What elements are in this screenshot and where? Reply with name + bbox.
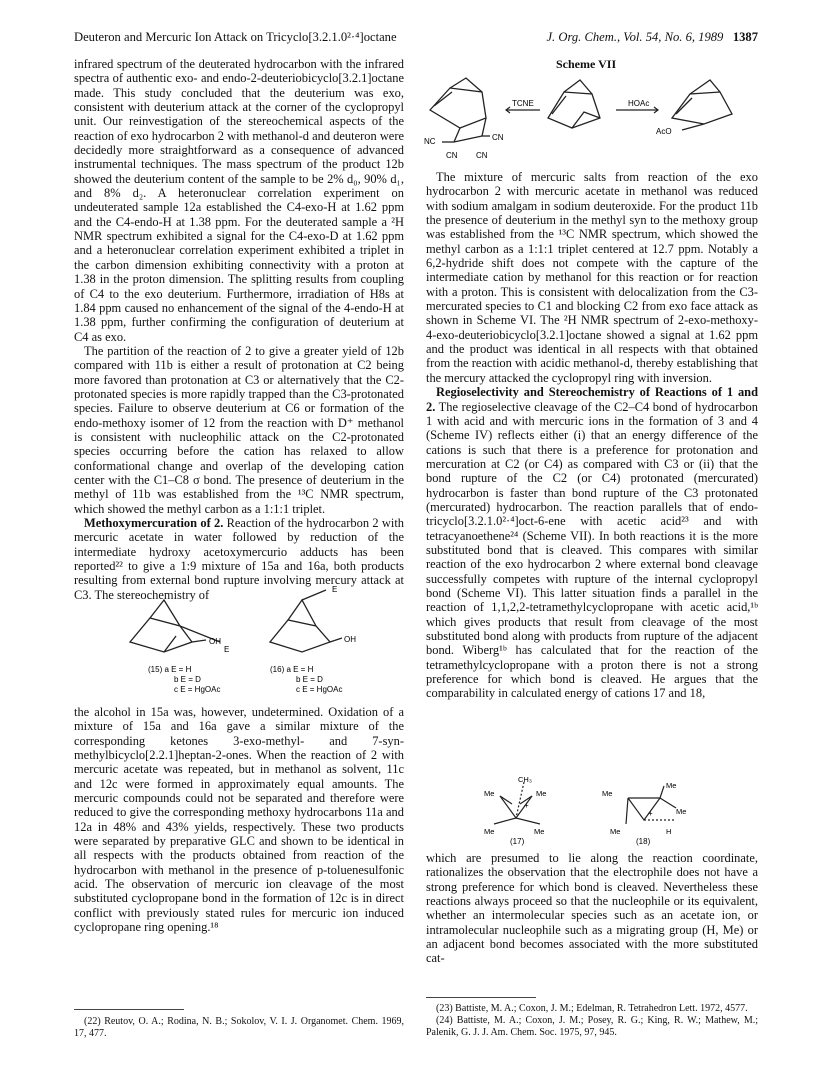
- label-15a: (15) a E = H: [148, 665, 192, 674]
- me-label-18a: Me: [602, 789, 613, 798]
- running-header: [74, 30, 758, 46]
- endo-tricyclooctene-drawing: [548, 80, 600, 128]
- right-column: [426, 170, 758, 701]
- right-paragraph-3: which are presumed to lie along the reaction coordinate, rationalizes the observation that the electrophile does not have a strong preference for which bond is cleaved. Nevertheless these reactions always proceed so that the nucleophile or its equivalent, whether an intermolecular species such as an acetate ion, or intramolecular nucleophile such as a migrating group (H, Me) or an adjacent bond becomes associated with the more substituted cat-: [426, 851, 758, 966]
- header-title: Deuteron and Mercuric Ion Attack on Tricyclo[3.2.1.0²·⁴]octane: [74, 30, 397, 44]
- acetate-product-drawing: [672, 80, 732, 130]
- e-label-16: E: [332, 585, 338, 594]
- oh-label-16: OH: [344, 635, 356, 644]
- footnote-22: [74, 1016, 404, 1040]
- left-paragraph-4: the alcohol in 15a was, however, undetermined. Oxidation of a mixture of 15a and 16a gave a similar mixture of the corresponding ketones 3-exo-methyl- and 7-syn-methylbicyclo[2.2.1]heptan-2-ones. When the reaction of 2 with mercuric acetate was repeated, but in methanol as solvent, 11c and 12c were formed in approximately equal amounts. The mercuric compounds could not be separated and therefore were reduced to give the corresponding methoxy hydrocarbons 11a and 12a in 48% and 43% yields, respectively. These two products were separated by preparative GLC and shown to be identical in all respects with the products obtained from reaction of the hydrocarbon with methanol in the presence of p-toluenesulfonic acid. The observation of mercuric ion cleavage of the most substituted cyclopropane bond in the formation of 12c is in direct conflict with previously stated rules for mercuric ion induced cyclopropane ring opening.¹⁸: [74, 705, 404, 935]
- left-column: [74, 57, 404, 602]
- header-journal: J. Org. Chem., Vol. 54, No. 6, 1989: [546, 30, 724, 44]
- structures-17-18: [470, 774, 720, 846]
- e-label-15: E: [224, 645, 230, 654]
- footnote-rule-left: [74, 1009, 184, 1010]
- me-label-18b: Me: [666, 781, 677, 790]
- cn-label-2: CN: [446, 151, 458, 160]
- me-label-17b: Me: [536, 789, 547, 798]
- tcne-label: TCNE: [512, 99, 534, 108]
- nc-label: NC: [424, 137, 436, 146]
- me-label-18d: Me: [610, 827, 621, 836]
- label-15b: b E = D: [174, 675, 201, 684]
- aco-label: AcO: [656, 127, 672, 136]
- me-label-17a: Me: [484, 789, 495, 798]
- left-column-continued: [74, 705, 404, 935]
- ch3-label: CH₃: [518, 775, 532, 784]
- scheme-7: [420, 74, 760, 166]
- header-citation: [546, 30, 758, 45]
- scheme-7-title: Scheme VII: [556, 57, 617, 71]
- label-16a: (16) a E = H: [270, 665, 314, 674]
- structure-18-drawing: [626, 786, 676, 824]
- section-heading-methoxymercuration: Methoxymercuration of 2.: [84, 516, 224, 530]
- label-15c: c E = HgOAc: [174, 685, 221, 694]
- label-16c: c E = HgOAc: [296, 685, 343, 694]
- cn-label-3: CN: [476, 151, 488, 160]
- left-paragraph-3-text: Reaction of the hydrocarbon 2 with mercuric acetate in water followed by reduction of the intermediate hydroxy acetoxymercurio adducts has been reported²² to give a 1:9 mixture of 15a and 16a, both products resulting from external bond rupture involving mercury attack at C3. The stereochemistry of: [74, 516, 404, 602]
- footnote-23: (23) Battiste, M. A.; Coxon, J. M.; Edelman, R. Tetrahedron Lett. 1972, 4577.: [436, 1003, 748, 1014]
- footnotes-right: [426, 1003, 758, 1039]
- h-label-18: H: [666, 827, 672, 836]
- section-heading-regioselectivity: Regioselectivity and Stereochemistry of Reactions of 1 and 2.: [426, 385, 758, 414]
- me-label-17c: Me: [484, 827, 495, 836]
- footnote-rule-right: [426, 997, 536, 998]
- right-paragraph-1: The mixture of mercuric salts from reaction of the exo hydrocarbon 2 with mercuric acetate in methanol was reduced with sodium amalgam in sodium deuteroxide. For the product 11b the presence of deuterium in the methyl syn to the methoxy group was established from the ¹³C NMR spectrum, which showed the methyl carbon as a 1:1:1 triplet centered at 12.7 ppm. Notably a 6,2-hydride shift does not compete with the capture of the intermediate cation by methanol for this reaction or for reaction with a proton. This is consistent with delocalization from the C3-mercurated species to C1 and blocking C2 from exo face attack as shown in Scheme VI. The ²H NMR spectrum of 2-exo-methoxy-4-exo-deuteriobicyclo[3.2.1]octane showed a signal at 1.62 ppm and the product was identical in all respects with that obtained from the reaction with acidic methanol-d, thereby establishing that the mercury attacked the cyclopropyl ring with inversion.: [426, 170, 758, 385]
- structure-16-drawing: [270, 590, 342, 652]
- hoac-label: HOAc: [628, 99, 650, 108]
- right-paragraph-2: [426, 385, 758, 701]
- left-paragraph-1: infrared spectrum of the deuterated hydrocarbon with the infrared spectra of authentic exo- and endo-2-deuteriobicyclo[3.2.1]octane made. This study concluded that the deuterium was exo, consistent with deuterium attack at the corner of the cyclopropyl unit. Our reinvestigation of the stereochemical aspects of the reaction of exo hydrocarbon 2 with methanol-d and deuteron were decidedly more straightforward as a consequence of advanced instrumental techniques. The mass spectrum of the product 12b showed the deuterium content of the sample to be 2% d₀, 90% d₁, and 8% d₂. A heteronuclear correlation experiment on undeuterated sample 12a established the C4-exo-H at 1.62 ppm and the C4-endo-H at 1.38 ppm. For the deuterated sample a ²H NMR spectrum exhibited a signal for the C4-exo-D at 1.62 ppm and a heteronuclear correlation experiment exhibited a triplet in the carbon dimension exhibiting connectivity with a proton at 1.38 in the proton dimension. The splitting results from coupling of C4 to the exo deuterium. Furthermore, irradiation of H8s at 1.84 ppm caused no enhancement of the signal of the 4-endo-H at 1.38 ppm, further confirming the configuration of deuterium at C4 as exo.: [74, 57, 404, 344]
- header-page: 1387: [732, 30, 758, 44]
- label-17: (17): [510, 837, 525, 846]
- plus-17: +: [524, 801, 529, 810]
- plus-18: +: [648, 809, 653, 818]
- label-18: (18): [636, 837, 651, 846]
- right-paragraph-2-text: The regioselective cleavage of the C2–C4 bond of hydrocarbon 1 with acid and with mercuric ions in the formation of 3 and 4 (Scheme IV) reflects either (i) that an energy difference of the cations is such that there is a preference for protonation and mercuration at C2 (or C4) as compared with C3 or (ii) that the bond rupture of the C2 (or C4) protonated (mercurated) hydrocarbon is faster than bond rupture of the C3 protonated (mercurated) hydrocarbon. The reaction parallels that of endo-tricyclo[3.2.1.0²·⁴]oct-6-ene with acetic acid²³ and with tetracyanoethene²⁴ (Scheme VII). In both reactions it is the more substituted bond that is cleaved. This compares with similar reaction of the exo hydrocarbon 2 where external bond cleavage successfully competes with rupture of the internal cyclopropyl bond (Scheme VI). This latter situation finds a parallel in the reaction of 1,1,2,2-tetramethylcyclopropane with acetic acid,¹ᵇ which gives products that result from cleavage of the most substituted bond along with products from rupture of the adjacent bond. Wiberg¹ᵇ has calculated that for the reaction of the tetramethylcyclopropane with a proton there is not a strong preference for which bond is cleaved. He argues that the comparability in calculated energy of cations 17 and 18,: [426, 399, 758, 701]
- left-paragraph-2: The partition of the reaction of 2 to give a greater yield of 12b compared with 11b is either a result of protonation at C2 being more favored than protonation at C3 or alternatively that the C2-protonated species is more rapidly trapped than the C3-protonated species. Failure to observe deuterium at C6 or formation of the endo-methoxy isomer of 12 from the reaction with D⁺ methanol is consistent with nucleophilic attack on the C2-protonated species occurring before the cation has relaxed to allow conformational change and overlap of the developing cation center with the C1–C8 σ bond. The presence of deuterium in the methyl of 11b was established from the ¹³C NMR spectrum, which showed the methyl carbon as a 1:1:1 triplet.: [74, 343, 404, 516]
- oh-label-15: OH: [209, 637, 221, 646]
- footnote-24: (24) Battiste, M. A.; Coxon, J. M.; Posey, R. G.; King, R. W.; Mathew, M.; Palenik, G. J. J. Am. Chem. Soc. 1975, 97, 945.: [426, 1015, 758, 1038]
- structure-17-drawing: [494, 782, 540, 824]
- me-label-18c: Me: [676, 807, 687, 816]
- tcne-adduct-drawing: [430, 78, 490, 142]
- structures-15-16: [120, 580, 370, 698]
- me-label-17d: Me: [534, 827, 545, 836]
- label-16b: b E = D: [296, 675, 323, 684]
- cn-label-1: CN: [492, 133, 504, 142]
- footnote-22-text: (22) Reutov, O. A.; Rodina, N. B.; Sokolov, V. I. J. Organomet. Chem. 1969, 17, 477.: [74, 1016, 404, 1039]
- structure-15-drawing: [130, 600, 220, 652]
- right-column-continued: [426, 851, 758, 966]
